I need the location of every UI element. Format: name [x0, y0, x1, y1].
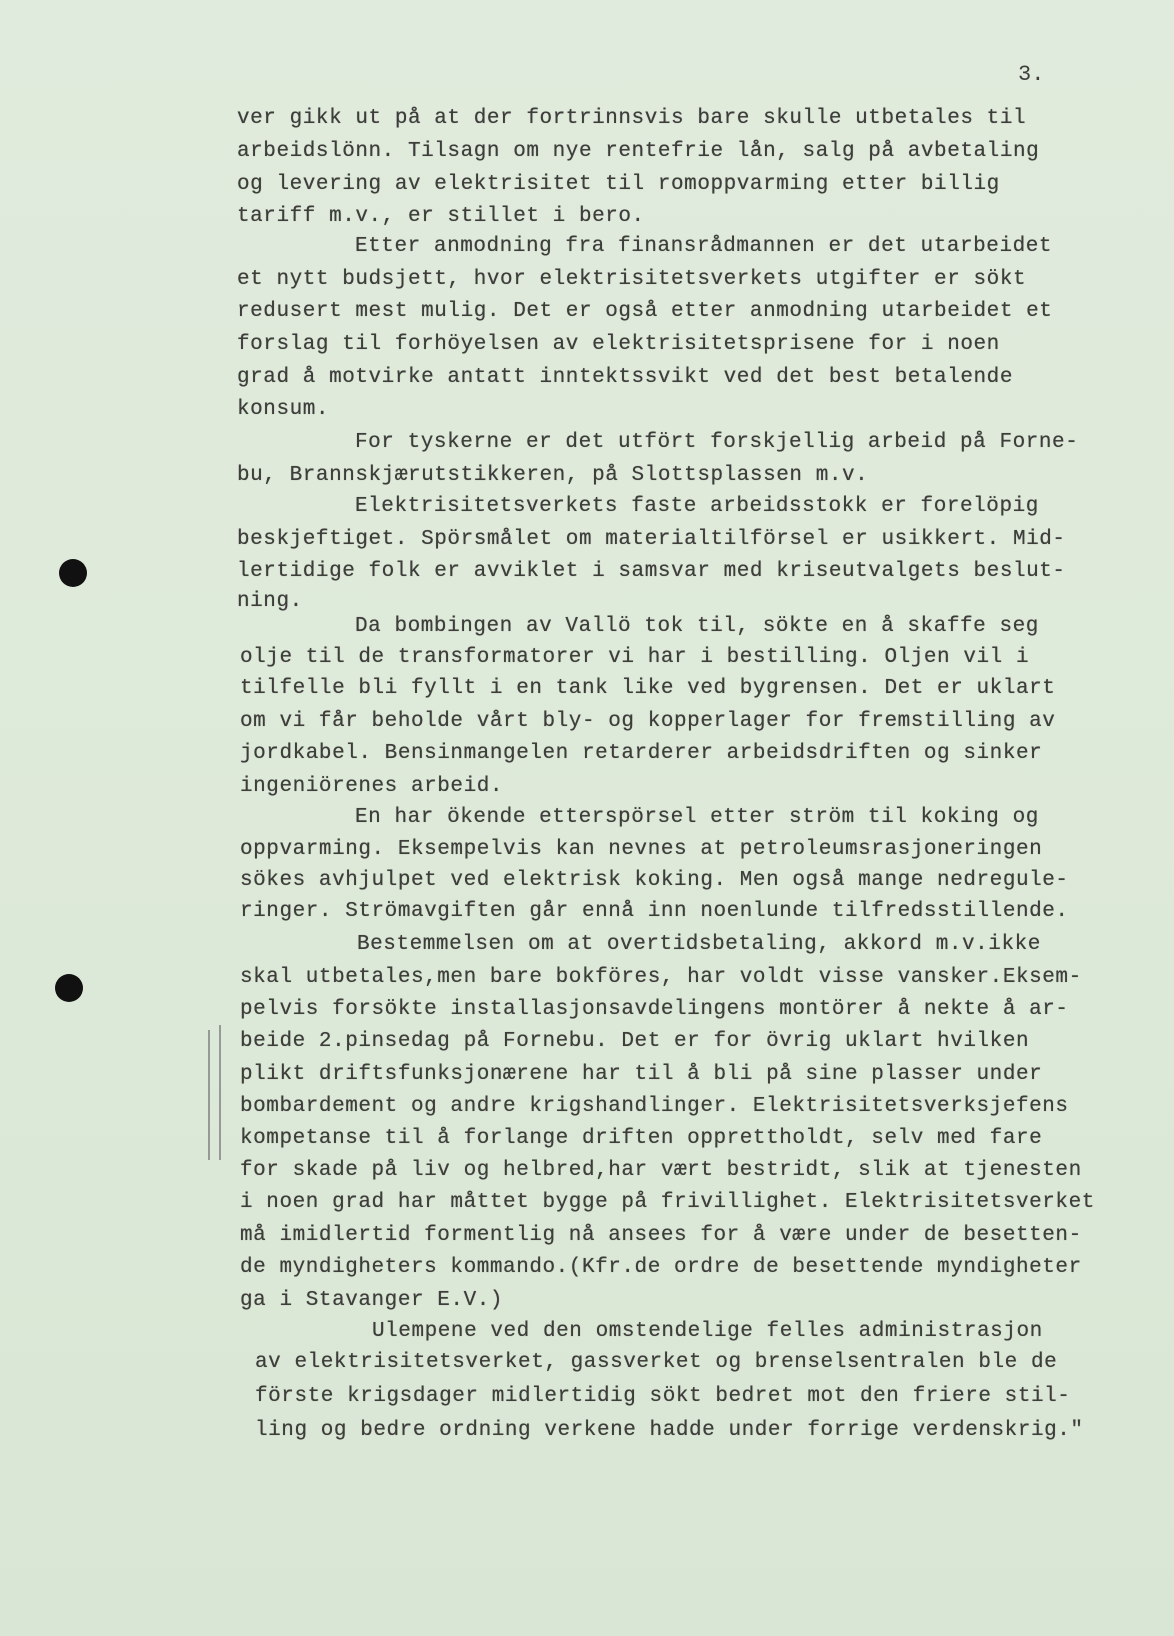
text-line: redusert mest mulig. Det er også etter anmodning utarbeidet et [237, 300, 1053, 323]
text-line: et nytt budsjett, hvor elektrisitetsverkets utgifter er sökt [237, 268, 1027, 291]
text-line: tilfelle bli fyllt i en tank like ved bygrensen. Det er uklart [240, 677, 1056, 700]
text-line: grad å motvirke antatt inntektssvikt ved det best betalende [237, 366, 1013, 389]
text-line: Bestemmelsen om at overtidsbetaling, akkord m.v.ikke [357, 933, 1041, 956]
text-line: plikt driftsfunksjonærene har til å bli på sine plasser under [240, 1063, 1043, 1086]
text-line: ning. [237, 590, 303, 613]
text-line: sökes avhjulpet ved elektrisk koking. Men også mange nedregule- [240, 869, 1069, 892]
text-line: jordkabel. Bensinmangelen retarderer arbeidsdriften og sinker [240, 742, 1043, 765]
text-line: skal utbetales,men bare bokföres, har voldt visse vansker.Eksem- [240, 966, 1082, 989]
text-line: pelvis forsökte installasjonsavdelingens montörer å nekte å ar- [240, 998, 1069, 1021]
text-line: om vi får beholde vårt bly- og kopperlager for fremstilling av [240, 710, 1056, 733]
text-line: beskjeftiget. Spörsmålet om materialtilförsel er usikkert. Mid- [237, 528, 1066, 551]
text-line: For tyskerne er det utfört forskjellig arbeid på Forne- [355, 431, 1079, 454]
text-line: forslag til forhöyelsen av elektrisitetsprisene for i noen [237, 333, 1000, 356]
page-number: 3. [1018, 62, 1045, 87]
text-line: må imidlertid formentlig nå ansees for å være under de besetten- [240, 1224, 1082, 1247]
text-line: kompetanse til å forlange driften opprettholdt, selv med fare [240, 1127, 1043, 1150]
text-line: lertidige folk er avviklet i samsvar med kriseutvalgets beslut- [237, 560, 1066, 583]
text-line: i noen grad har måttet bygge på frivillighet. Elektrisitetsverket [240, 1191, 1095, 1214]
margin-pencil-mark [208, 1030, 210, 1160]
text-line: bombardement og andre krigshandlinger. Elektrisitetsverksjefens [240, 1095, 1069, 1118]
text-line: Da bombingen av Vallö tok til, sökte en å skaffe seg [355, 615, 1039, 638]
text-line: Ulempene ved den omstendelige felles administrasjon [372, 1320, 1043, 1343]
margin-pencil-mark [219, 1025, 221, 1160]
text-line: beide 2.pinsedag på Fornebu. Det er for övrig uklart hvilken [240, 1030, 1030, 1053]
text-line: de myndigheters kommando.(Kfr.de ordre de besettende myndigheter [240, 1256, 1082, 1279]
text-line: ringer. Strömavgiften går ennå inn noenlunde tilfredsstillende. [240, 900, 1069, 923]
text-line: ga i Stavanger E.V.) [240, 1289, 504, 1312]
text-line: oppvarming. Eksempelvis kan nevnes at petroleumsrasjoneringen [240, 838, 1043, 861]
text-line: ver gikk ut på at der fortrinnsvis bare skulle utbetales til [237, 107, 1027, 130]
text-line: bu, Brannskjærutstikkeren, på Slottsplassen m.v. [237, 464, 869, 487]
text-line: og levering av elektrisitet til romoppvarming etter billig [237, 173, 1000, 196]
text-line: arbeidslönn. Tilsagn om nye rentefrie lån, salg på avbetaling [237, 140, 1040, 163]
text-line: ling og bedre ordning verkene hadde under forrige verdenskrig." [255, 1419, 1084, 1442]
text-line: olje til de transformatorer vi har i bestilling. Oljen vil i [240, 646, 1030, 669]
text-line: for skade på liv og helbred,har vært bestridt, slik at tjenesten [240, 1159, 1082, 1182]
text-line: förste krigsdager midlertidig sökt bedret mot den friere stil- [255, 1385, 1071, 1408]
text-line: En har ökende etterspörsel etter ström til koking og [355, 806, 1039, 829]
text-line: ingeniörenes arbeid. [240, 775, 504, 798]
text-line: Elektrisitetsverkets faste arbeidsstokk er forelöpig [355, 495, 1039, 518]
text-line: av elektrisitetsverket, gassverket og brenselsentralen ble de [255, 1351, 1058, 1374]
text-line: tariff m.v., er stillet i bero. [237, 205, 645, 228]
punch-hole [55, 974, 83, 1002]
punch-hole [59, 559, 87, 587]
text-line: Etter anmodning fra finansrådmannen er det utarbeidet [355, 235, 1053, 258]
text-line: konsum. [237, 398, 330, 421]
